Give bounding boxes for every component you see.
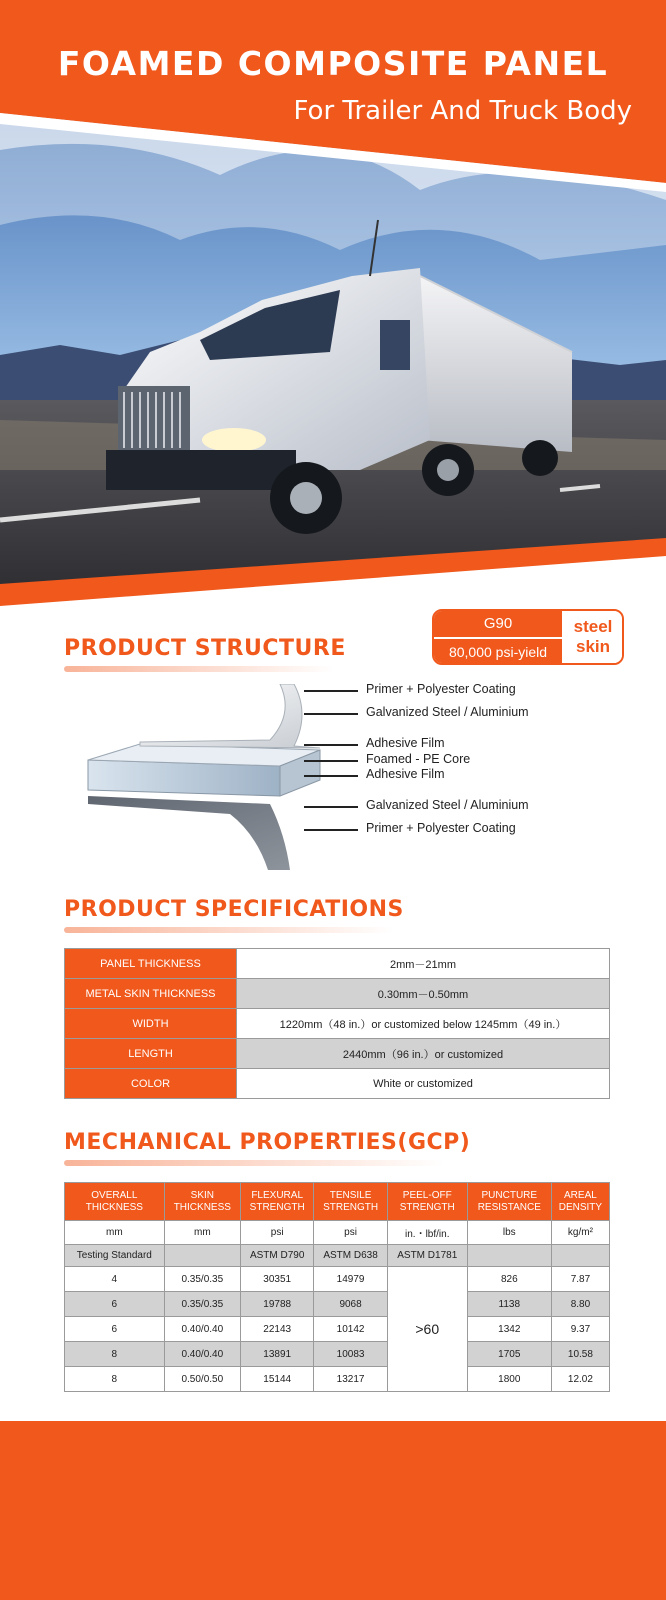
mech-data-row — [65, 1292, 610, 1317]
structure-heading: PRODUCT STRUCTURE — [64, 636, 346, 661]
mech-header-cell: PEEL-OFF STRENGTH — [387, 1183, 467, 1221]
mech-header-row — [65, 1183, 610, 1221]
mech-cell: 0.40/0.40 — [164, 1342, 240, 1367]
mech-cell: 8 — [65, 1367, 165, 1392]
mech-data-row — [65, 1342, 610, 1367]
mech-header-cell: TENSILE STRENGTH — [314, 1183, 387, 1221]
mech-cell: 19788 — [240, 1292, 313, 1317]
mech-header-cell: AREAL DENSITY — [551, 1183, 609, 1221]
mech-cell: 0.35/0.35 — [164, 1267, 240, 1292]
steel-skin-badge — [432, 609, 624, 665]
spec-row — [65, 1039, 610, 1069]
mech-cell: 1705 — [467, 1342, 551, 1367]
mechanical-heading: MECHANICAL PROPERTIES(GCP) — [64, 1130, 471, 1155]
mech-cell: 9068 — [314, 1292, 387, 1317]
layer-label-1: Primer + Polyester Coating — [366, 682, 516, 696]
badge-yield: 80,000 psi-yield — [434, 637, 562, 665]
panel-structure-diagram — [80, 684, 380, 870]
mech-unit-cell: psi — [240, 1221, 313, 1245]
mech-cell: 14979 — [314, 1267, 387, 1292]
mech-cell: 12.02 — [551, 1367, 609, 1392]
badge-spec — [434, 611, 562, 663]
spec-value: 0.30mm－0.50mm — [237, 979, 610, 1009]
layer-line-1 — [304, 690, 358, 692]
layer-line-4 — [304, 760, 358, 762]
mech-cell: 9.37 — [551, 1317, 609, 1342]
spec-row — [65, 949, 610, 979]
mech-units-row — [65, 1221, 610, 1245]
spec-row — [65, 979, 610, 1009]
mechanical-properties-table — [64, 1182, 610, 1392]
mech-unit-cell: lbs — [467, 1221, 551, 1245]
layer-label-5: Adhesive Film — [366, 767, 445, 781]
mech-cell: 10.58 — [551, 1342, 609, 1367]
mech-header-cell: OVERALL THICKNESS — [65, 1183, 165, 1221]
mech-data-row — [65, 1317, 610, 1342]
layer-label-2: Galvanized Steel / Aluminium — [366, 705, 529, 719]
mech-cell: 30351 — [240, 1267, 313, 1292]
mechanical-heading-underline — [64, 1160, 444, 1166]
mech-cell: 0.35/0.35 — [164, 1292, 240, 1317]
mech-unit-cell: mm — [65, 1221, 165, 1245]
spec-label: PANEL THICKNESS — [65, 949, 237, 979]
mech-cell: 0.50/0.50 — [164, 1367, 240, 1392]
mech-data-row — [65, 1267, 610, 1292]
badge-label — [564, 611, 622, 663]
mech-header-cell: FLEXURAL STRENGTH — [240, 1183, 313, 1221]
mech-cell: 13891 — [240, 1342, 313, 1367]
mech-cell: 7.87 — [551, 1267, 609, 1292]
layer-line-5 — [304, 775, 358, 777]
spec-value: 1220mm（48 in.）or customized below 1245mm（49 in.） — [237, 1009, 610, 1039]
layer-label-7: Primer + Polyester Coating — [366, 821, 516, 835]
spec-value: 2mm－21mm — [237, 949, 610, 979]
layer-line-2 — [304, 713, 358, 715]
mech-cell: 10083 — [314, 1342, 387, 1367]
layer-label-3: Adhesive Film — [366, 736, 445, 750]
badge-grade: G90 — [434, 611, 562, 637]
mech-unit-cell: in.・lbf/in. — [387, 1221, 467, 1245]
layer-line-6 — [304, 806, 358, 808]
layer-line-7 — [304, 829, 358, 831]
mech-standard-cell — [551, 1245, 609, 1267]
mech-header-cell: SKIN THICKNESS — [164, 1183, 240, 1221]
spec-label: COLOR — [65, 1069, 237, 1099]
mech-cell: 1800 — [467, 1367, 551, 1392]
mech-standard-cell: ASTM D638 — [314, 1245, 387, 1267]
structure-heading-underline — [64, 666, 334, 672]
spec-row — [65, 1009, 610, 1039]
mech-cell: 15144 — [240, 1367, 313, 1392]
spec-value: White or customized — [237, 1069, 610, 1099]
badge-word-steel: steel — [573, 617, 613, 636]
page-subtitle: For Trailer And Truck Body — [293, 96, 632, 126]
mech-unit-cell: kg/m² — [551, 1221, 609, 1245]
spec-row — [65, 1069, 610, 1099]
layer-label-4: Foamed - PE Core — [366, 752, 471, 766]
mech-cell: 1342 — [467, 1317, 551, 1342]
mech-cell: 0.40/0.40 — [164, 1317, 240, 1342]
layer-line-3 — [304, 744, 358, 746]
mech-data-row — [65, 1367, 610, 1392]
layer-label-6: Galvanized Steel / Aluminium — [366, 798, 529, 812]
mech-cell: 13217 — [314, 1367, 387, 1392]
mech-header-cell: PUNCTURE RESISTANCE — [467, 1183, 551, 1221]
mech-cell: 1138 — [467, 1292, 551, 1317]
mech-unit-cell: mm — [164, 1221, 240, 1245]
mech-standard-cell — [164, 1245, 240, 1267]
mech-cell: 826 — [467, 1267, 551, 1292]
specifications-heading-underline — [64, 927, 394, 933]
spec-label: WIDTH — [65, 1009, 237, 1039]
mech-cell: 10142 — [314, 1317, 387, 1342]
specifications-heading: PRODUCT SPECIFICATIONS — [64, 897, 404, 922]
mech-standard-row — [65, 1245, 610, 1267]
mech-standard-cell: ASTM D790 — [240, 1245, 313, 1267]
spec-value: 2440mm（96 in.）or customized — [237, 1039, 610, 1069]
mech-cell: 6 — [65, 1317, 165, 1342]
mech-cell: 8 — [65, 1342, 165, 1367]
mech-cell: 6 — [65, 1292, 165, 1317]
specifications-table — [64, 948, 610, 1099]
mech-cell: 22143 — [240, 1317, 313, 1342]
mech-peel-off-value: >60 — [387, 1267, 467, 1392]
mech-standard-cell: ASTM D1781 — [387, 1245, 467, 1267]
page-title: FOAMED COMPOSITE PANEL — [57, 44, 609, 83]
spec-label: LENGTH — [65, 1039, 237, 1069]
mech-cell: 8.80 — [551, 1292, 609, 1317]
spec-label: METAL SKIN THICKNESS — [65, 979, 237, 1009]
mech-unit-cell: psi — [314, 1221, 387, 1245]
mech-standard-cell — [467, 1245, 551, 1267]
footer-band — [0, 1421, 666, 1600]
mech-cell: 4 — [65, 1267, 165, 1292]
badge-word-skin: skin — [575, 637, 611, 656]
mech-standard-cell: Testing Standard — [65, 1245, 165, 1267]
